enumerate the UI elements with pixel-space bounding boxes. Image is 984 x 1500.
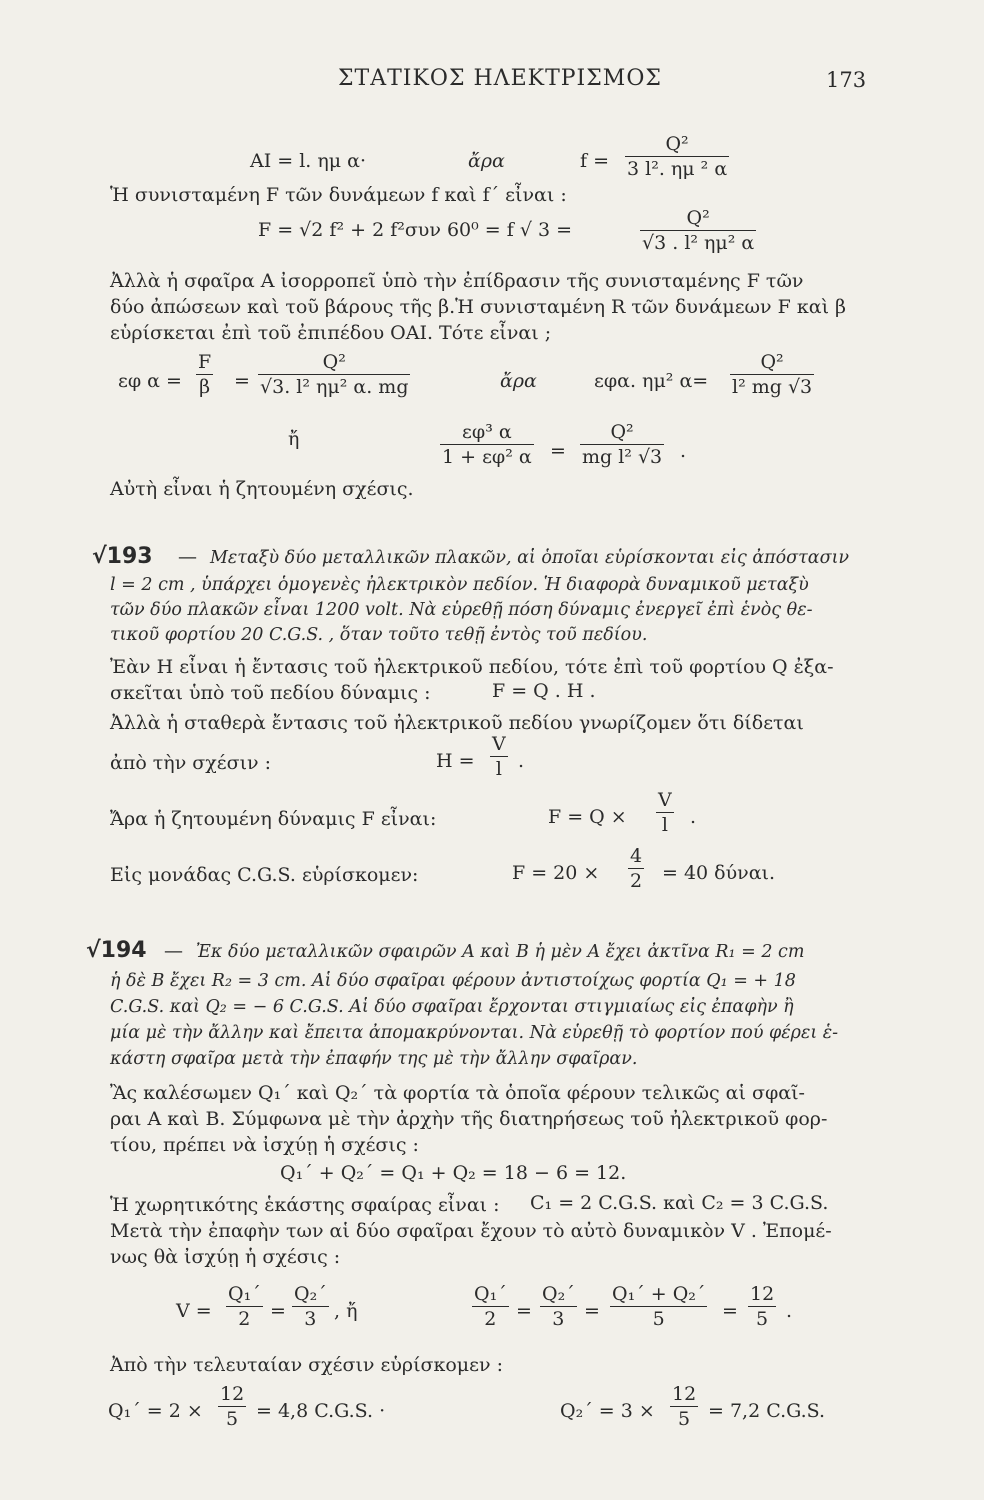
equation-h-lhs: H = (436, 750, 475, 772)
word-ara: ἄρα (500, 370, 537, 392)
word-ara: ἄρα (468, 150, 505, 172)
fraction-q2-over-3: $\frac{\text{Q₂΄}}{3}$ (542, 1283, 575, 1330)
result-q1-lhs: Q₁΄ = 2 × (108, 1400, 203, 1422)
equation-f-qv-lhs: F = Q × (548, 806, 627, 828)
problem-193-statement: τῶν δύο πλακῶν εἶναι 1200 volt. Νὰ εὑρεθῇ πόση δύναμις ἐνεργεῖ ἐπὶ ἑνὸς θε- (110, 600, 813, 620)
problem-dash: — (164, 940, 183, 962)
text-line: Ἀλλὰ ἡ σταθερὰ ἔντασις τοῦ ἠλεκτρικοῦ πεδίου γνωρίζομεν ὅτι δίδεται (110, 712, 804, 734)
result-q1-rhs: = 4,8 C.G.S. · (256, 1400, 386, 1422)
text-line: νως θὰ ἰσχύῃ ἡ σχέσις : (110, 1246, 341, 1268)
equation-f-20-lhs: F = 20 × (512, 862, 600, 884)
equation-capacitance: C₁ = 2 C.G.S. καὶ C₂ = 3 C.G.S. (530, 1192, 829, 1214)
text-line: σκεῖται ὑπὸ τοῦ πεδίου δύναμις : (110, 682, 431, 704)
problem-194-statement: ἡ δὲ B ἔχει R₂ = 3 cm. Αἱ δύο σφαῖραι φέρουν ἀντιστοίχως φορτία Q₁ = + 18 (110, 971, 796, 991)
equation-ai: AI = l. ημ α· (250, 150, 367, 172)
fraction-q1-over-2: $\frac{\text{Q₁΄}}{2}$ (228, 1283, 261, 1330)
word-eta: , ἤ (334, 1300, 358, 1322)
text-line: Ἀλλὰ ἡ σφαῖρα A ἰσορροπεῖ ὑπὸ τὴν ἐπίδρασιν τῆς συνισταμένης F τῶν (110, 270, 804, 292)
fraction-v-over-l: $\frac{V}{l}$ (492, 733, 506, 780)
text-line: τίου, πρέπει νὰ ἰσχύῃ ἡ σχέσις : (110, 1134, 419, 1156)
equation-f-qh: F = Q . H . (492, 680, 596, 702)
equation-tan-sin: εφα. ημ² α= (594, 370, 709, 392)
equation-resultant: F = √2 f² + 2 f²συν 60⁰ = f √ 3 = (258, 219, 573, 241)
text-line: Ἂς καλέσωμεν Q₁΄ καὶ Q₂΄ τὰ φορτία τὰ ὁποῖα φέρουν τελικῶς αἱ σφαῖ- (110, 1082, 805, 1104)
text-line: Ἄρα ἡ ζητουμένη δύναμις F εἶναι: (110, 808, 437, 830)
fraction-resultant: $\frac{\text{Q²}}{\text{√3 . l² ημ² α}}$ (642, 207, 755, 254)
problem-193-statement: l = 2 cm , ὑπάρχει ὁμογενὲς ἠλεκτρικὸν πεδίον. Ἡ διαφορὰ δυναμικοῦ μεταξὺ (110, 575, 809, 595)
text-line: Μετὰ τὴν ἐπαφὴν των αἱ δύο σφαῖραι ἔχουν τὸ αὐτὸ δυναμικὸν V . Ἐπομέ- (110, 1220, 832, 1242)
page-number: 173 (826, 68, 867, 92)
book-page: ΣΤΑΤΙΚΟΣ ΗΛΕΚΤΡΙΣΜΟΣ 173 AI = l. ημ α· ἄρα f = $\frac{\text{Q²}}{\text{3 l². ημ ² α}}$ Ἡ συνισταμένη F τῶν δυνάμεων f καὶ f΄ εἶναι : F = √2 f² + 2 f²συν 60⁰ = f √ 3 = $\frac{\text{Q²}}{\text{√3 . l² ημ² α}}$ Ἀλλὰ ἡ σφαῖρα A ἰσορροπεῖ ὑπὸ τὴν ἐπίδρασιν τῆς συνισταμένης F τῶν δύο ἀπώσεων καὶ τοῦ βάρους τῆς β.Ἡ συνισταμένη R τῶν δυνάμεων F καὶ β εὑρίσκεται ἐπὶ τοῦ ἐπιπέδου OAI. Τότε εἶναι ; εφ α = $\frac{F}{\beta}$ = $\frac{\text{Q²}}{\text{√3. l² ημ² α. mg}}$ ἄρα εφα. ημ² α= $\frac{\text{Q²}}{\text{l² mg √3}}$ ἤ $\frac{\text{εφ³ α}}{\text{1 + εφ² α}}$ = $\frac{\text{Q²}}{\text{mg l² √3}}$ . Αὐτὴ εἶναι ἡ ζητουμένη σχέσις. √193 — Μεταξὺ δύο μεταλλικῶν πλακῶν, αἱ ὁποῖαι εὑρίσκονται εἰς ἀπόστασιν l = 2 cm , ὑπάρχει ὁμογενὲς ἠλεκτρικὸν πεδίον. Ἡ διαφορὰ δυναμικοῦ μεταξὺ τῶν δύο πλακῶν εἶναι 1200 volt. Νὰ εὑρεθῇ πόση δύναμις ἐνεργεῖ ἐπὶ ἑνὸς θε- τικοῦ φορτίου 20 C.G.S. , ὅταν τοῦτο τεθῇ ἐντὸς τοῦ πεδίου. Ἐὰν H εἶναι ἡ ἔντασις τοῦ ἠλεκτρικοῦ πεδίου, τότε ἐπὶ τοῦ φορτίου Q ἐξα- σκεῖται ὑπὸ τοῦ πεδίου δύναμις : F = Q . H . Ἀλλὰ ἡ σταθερὰ ἔντασις τοῦ ἠλεκτρικοῦ πεδίου γνωρίζομεν ὅτι δίδεται ἀπὸ τὴν σχέσιν : H = $\frac{V}{l}$ . Ἄρα ἡ ζητουμένη δύναμις F εἶναι: F = Q × $\frac{V}{l}$ . Εἰς μονάδας C.G.S. εὑρίσκομεν: F = 20 × $\frac{4}{2}$ = 40 δύναι. √194 — Ἐκ δύο μεταλλικῶν σφαιρῶν A καὶ B ἡ μὲν A ἔχει ἀκτῖνα R₁ = 2 cm ἡ δὲ B ἔχει R₂ = 3 cm. Αἱ δύο σφαῖραι φέρουν ἀντιστοίχως φορτία Q₁ = + 18 C.G.S. καὶ Q₂ = − 6 C.G.S. Αἱ δύο σφαῖραι ἔρχονται στιγμιαίως εἰς ἐπαφὴν ἢ μία μὲ τὴν ἄλλην καὶ ἔπειτα ἀπομακρύνονται. Νὰ εὑρεθῇ τὸ φορτίον πού φέρει ἑ- κάστη σφαῖρα μετὰ τὴν ἐπαφήν της μὲ τὴν ἄλλην σφαῖραν. Ἂς καλέσωμεν Q₁΄ καὶ Q₂΄ τὰ φορτία τὰ ὁποῖα φέρουν τελικῶς αἱ σφαῖ- ραι A καὶ B. Σύμφωνα μὲ τὴν ἀρχὴν τῆς διατηρήσεως τοῦ ἠλεκτρικοῦ φορ- τίου, πρέπει νὰ ἰσχύῃ ἡ σχέσις : Q₁΄ + Q₂΄ = Q₁ + Q₂ = 18 − 6 = 12. Ἡ χωρητικότης ἑκάστης σφαίρας εἶναι : C₁ = 2 C.G.S. καὶ C₂ = 3 C.G.S. Μετὰ τὴν ἐπαφὴν των αἱ δύο σφαῖραι ἔχουν τὸ αὐτὸ δυναμικὸν V . Ἐπομέ- νως θὰ ἰσχύῃ ἡ σχέσις : V = $\frac{\text{Q₁΄}}{2}$ = $\frac{\text{Q₂΄}}{3}$ , ἤ $\frac{\text{Q₁΄}}{2}$ = $\frac{\text{Q₂΄}}{3}$ = $\frac{\text{Q₁΄ + Q₂΄}}{5}$ = $\frac{12}{5}$ . Ἀπὸ τὴν τελευταίαν σχέσιν εὑρίσκομεν : Q₁΄ = 2 × $\frac{12}{5}$ = 4,8 C.G.S. · Q₂΄ = 3 × $\frac{12}{5}$ = 7,2 C.G.S. (86, 66, 867, 1430)
text-line: Αὐτὴ εἶναι ἡ ζητουμένη σχέσις. (110, 478, 414, 500)
equation-charge-conservation: Q₁΄ + Q₂΄ = Q₁ + Q₂ = 18 − 6 = 12. (280, 1162, 627, 1184)
equation-v-lhs: V = (176, 1300, 212, 1322)
text-line: Ἡ συνισταμένη F τῶν δυνάμεων f καὶ f΄ εἶναι : (110, 184, 567, 206)
running-header-title: ΣΤΑΤΙΚΟΣ ΗΛΕΚΤΡΙΣΜΟΣ (338, 66, 662, 91)
fraction-q1-over-2: $\frac{\text{Q₁΄}}{2}$ (474, 1283, 507, 1330)
text-line: δύο ἀπώσεων καὶ τοῦ βάρους τῆς β.Ἡ συνισταμένη R τῶν δυνάμεων F καὶ β (110, 296, 847, 318)
equation-f-lhs: f = (580, 150, 609, 172)
fraction-q2-over-l2mg: $\frac{\text{Q²}}{\text{l² mg √3}}$ (732, 351, 813, 398)
fraction-12-over-5: $\frac{12}{5}$ (672, 1383, 697, 1430)
result-q2-lhs: Q₂΄ = 3 × (560, 1400, 655, 1422)
problem-194-statement: C.G.S. καὶ Q₂ = − 6 C.G.S. Αἱ δύο σφαῖραι ἔρχονται στιγμιαίως εἰς ἐπαφὴν ἢ (110, 997, 794, 1017)
fraction-12-over-5: $\frac{12}{5}$ (220, 1383, 245, 1430)
problem-194-statement: μία μὲ τὴν ἄλλην καὶ ἔπειτα ἀπομακρύνονται. Νὰ εὑρεθῇ τὸ φορτίον πού φέρει ἑ- (110, 1023, 839, 1043)
text-line: Ἡ χωρητικότης ἑκάστης σφαίρας εἶναι : (110, 1194, 500, 1216)
problem-193-statement: τικοῦ φορτίου 20 C.G.S. , ὅταν τοῦτο τεθῇ ἐντὸς τοῦ πεδίου. (110, 625, 648, 645)
text-line: εὑρίσκεται ἐπὶ τοῦ ἐπιπέδου OAI. Τότε εἶναι ; (110, 322, 552, 344)
problem-193-statement: Μεταξὺ δύο μεταλλικῶν πλακῶν, αἱ ὁποῖαι εὑρίσκονται εἰς ἀπόστασιν (210, 548, 850, 568)
text-line: ἀπὸ τὴν σχέσιν : (110, 752, 272, 774)
problem-dash: — (178, 546, 197, 568)
fraction-tan3: $\frac{\text{εφ³ α}}{\text{1 + εφ² α}}$ (442, 421, 532, 468)
fraction-12-over-5: $\frac{12}{5}$ (750, 1283, 775, 1330)
problem-number-193: √193 (92, 544, 153, 569)
fraction-4-over-2: $\frac{4}{2}$ (630, 845, 643, 892)
text-line: ραι A καὶ B. Σύμφωνα μὲ τὴν ἀρχὴν τῆς διατηρήσεως τοῦ ἠλεκτρικοῦ φορ- (110, 1108, 828, 1130)
fraction-f: $\frac{\text{Q²}}{\text{3 l². ημ ² α}}$ (627, 133, 728, 180)
text-line: Ἐὰν H εἶναι ἡ ἔντασις τοῦ ἠλεκτρικοῦ πεδίου, τότε ἐπὶ τοῦ φορτίου Q ἐξα- (110, 656, 834, 678)
fraction-f-over-beta: $\frac{F}{\beta}$ (198, 351, 212, 398)
word-eta: ἤ (288, 428, 300, 450)
fraction-q2-final: $\frac{\text{Q²}}{\text{mg l² √3}}$ (582, 421, 663, 468)
fraction-sum-over-5: $\frac{\text{Q₁΄ + Q₂΄}}{5}$ (612, 1283, 706, 1330)
fraction-v-over-l: $\frac{V}{l}$ (658, 789, 672, 836)
text-line: Ἀπὸ τὴν τελευταίαν σχέσιν εὑρίσκομεν : (110, 1354, 503, 1376)
equation-f-20-rhs: = 40 δύναι. (662, 862, 776, 884)
result-q2-rhs: = 7,2 C.G.S. (708, 1400, 826, 1422)
equation-tan-lhs: εφ α = (118, 370, 182, 392)
text-line: Εἰς μονάδας C.G.S. εὑρίσκομεν: (110, 864, 419, 886)
problem-194-statement: Ἐκ δύο μεταλλικῶν σφαιρῶν A καὶ B ἡ μὲν A ἔχει ἀκτῖνα R₁ = 2 cm (196, 942, 805, 962)
fraction-q2-over-mg: $\frac{\text{Q²}}{\text{√3. l² ημ² α. mg}}$ (260, 351, 409, 398)
problem-number-194: √194 (86, 938, 147, 963)
problem-194-statement: κάστη σφαῖρα μετὰ τὴν ἐπαφήν της μὲ τὴν ἄλλην σφαῖραν. (110, 1049, 638, 1069)
fraction-q2-over-3: $\frac{\text{Q₂΄}}{3}$ (294, 1283, 327, 1330)
